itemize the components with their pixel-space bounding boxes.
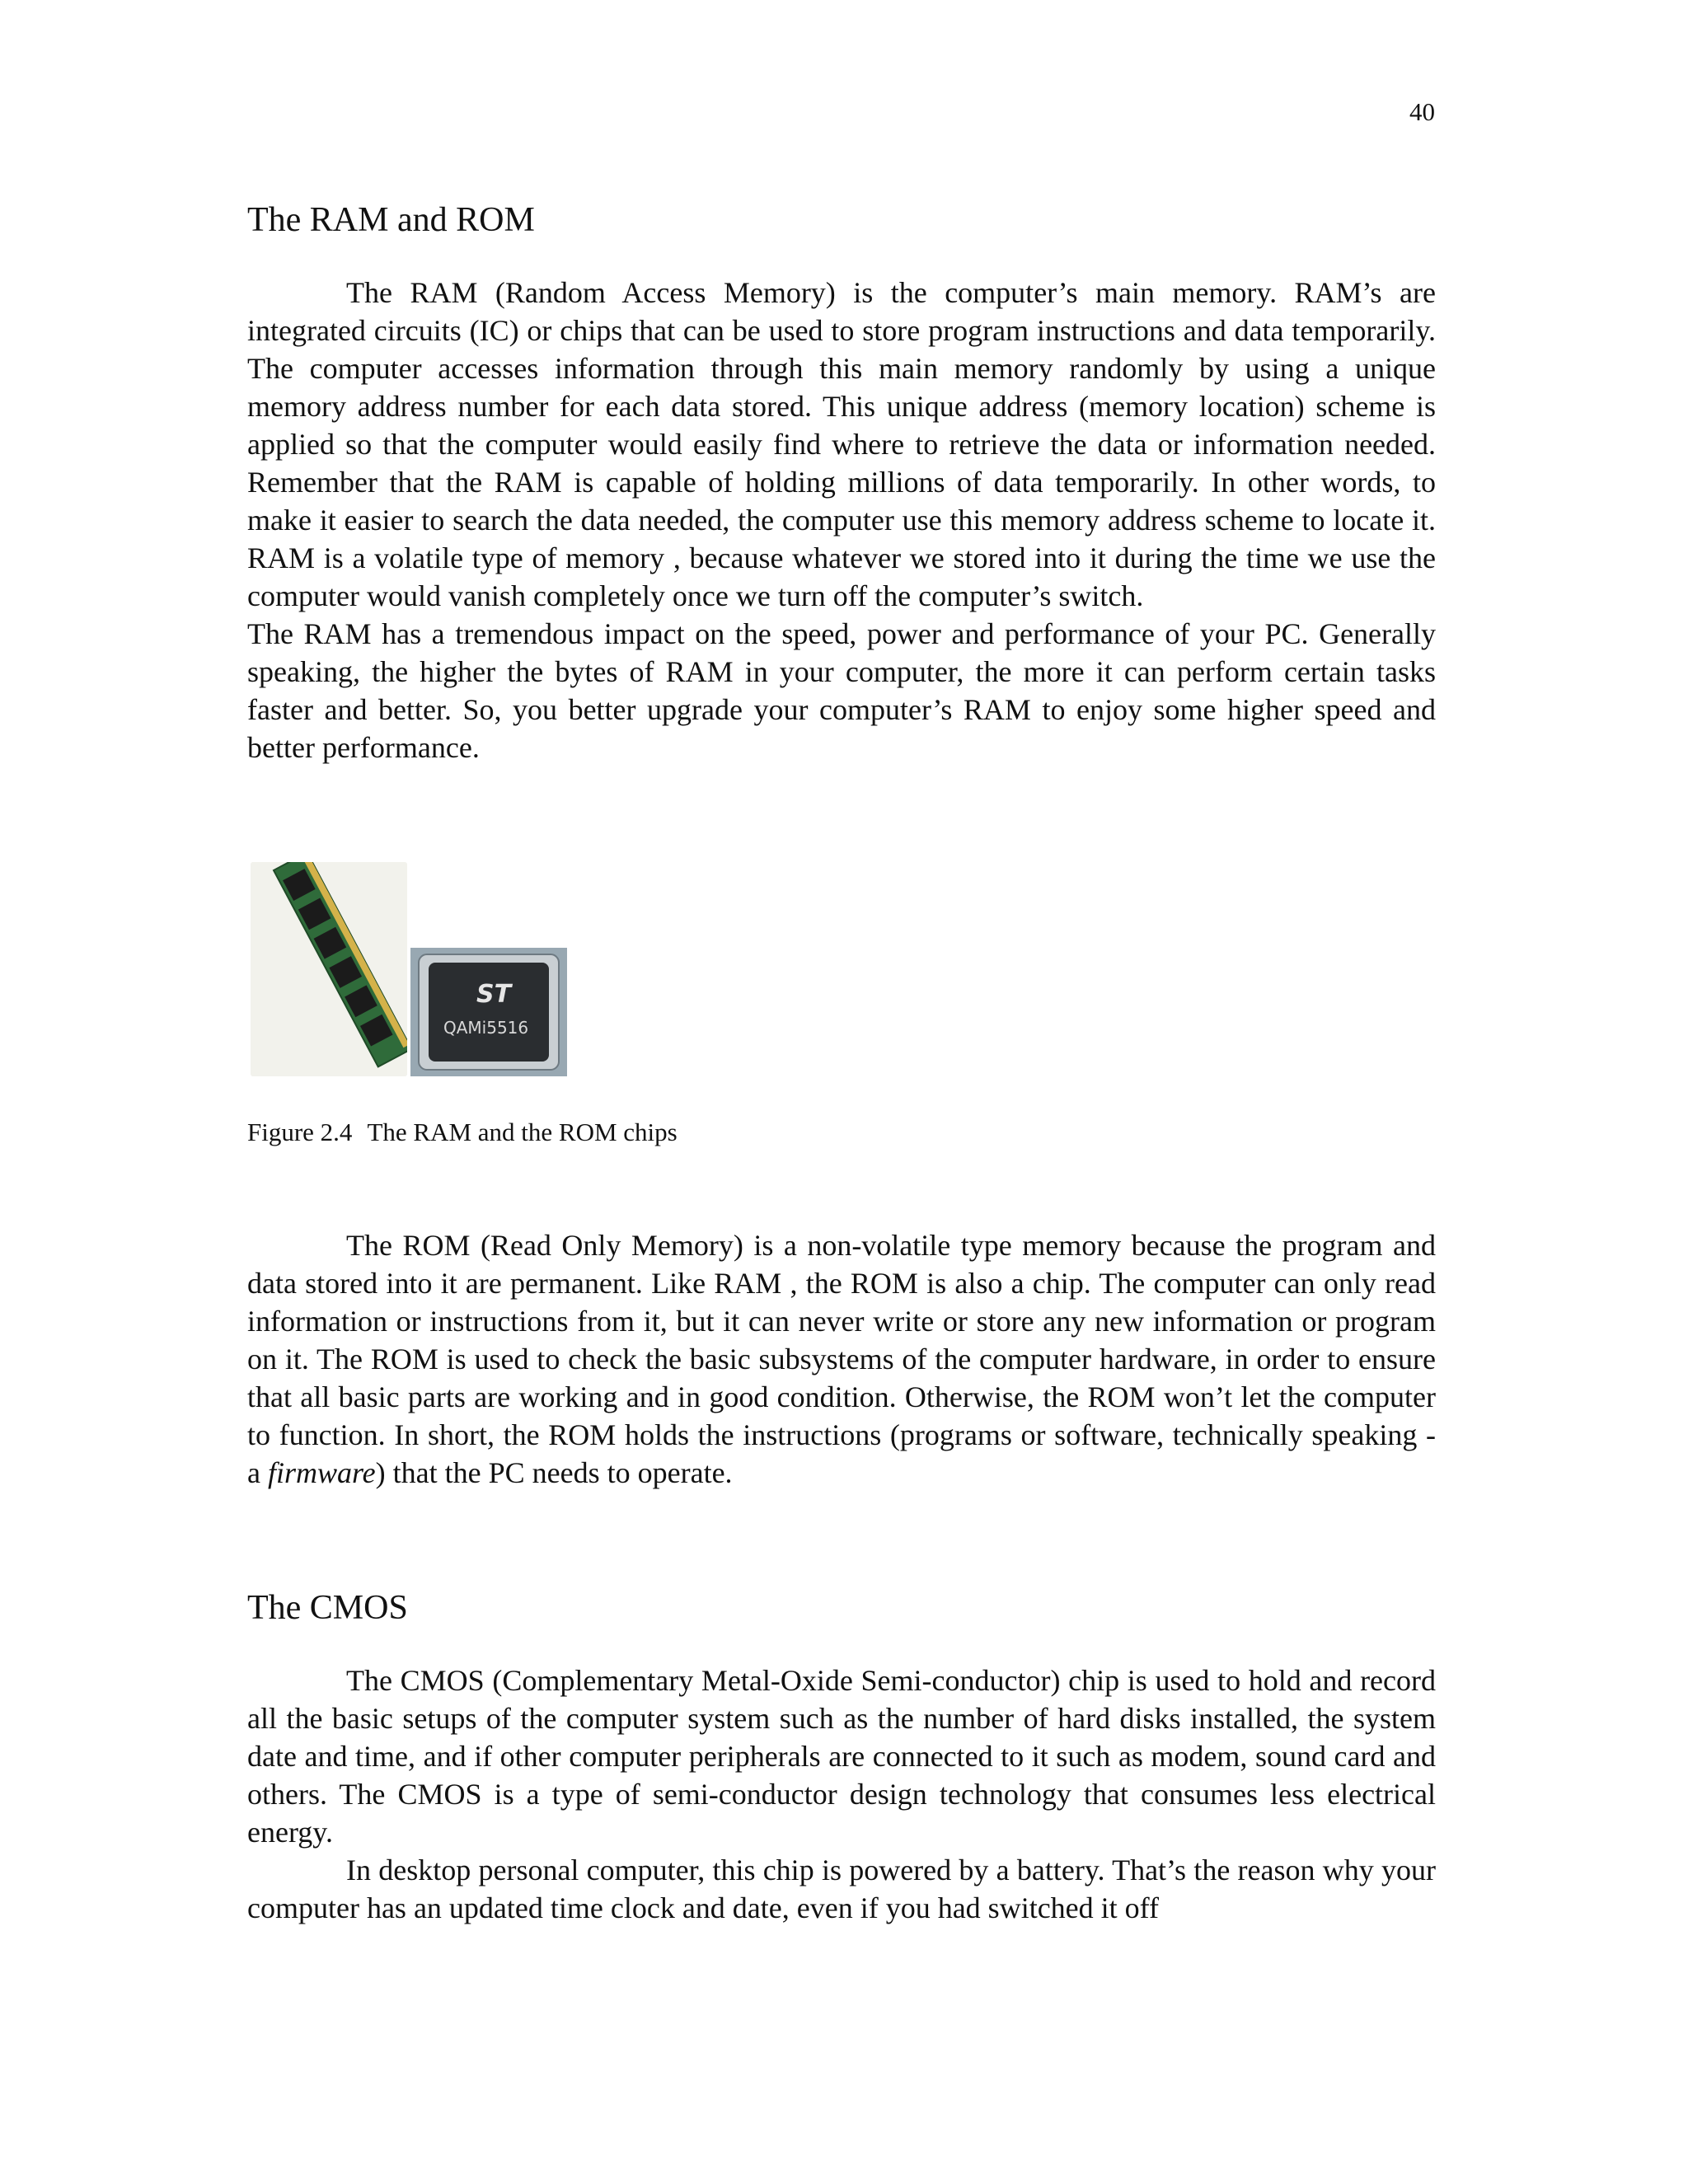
page-number: 40 bbox=[1409, 97, 1435, 126]
rom-chip-illustration bbox=[410, 948, 567, 1076]
chip-marking-text: QAMi5516 bbox=[443, 1018, 529, 1038]
section-heading-ram-rom: The RAM and ROM bbox=[247, 201, 535, 239]
rom-paragraph-text: The ROM (Read Only Memory) is a non-volatile type memory because the program and data stored into it are permanent. Like RAM , the ROM is also a chip. The computer can only read information or instructions from it, but it can never write or store any new information or program on it. The ROM is used to check the basic subsystems of the computer hardware, in order to ensure that all basic parts are working and in good condition. Otherwise, the ROM won’t let the computer to function. In short, the ROM holds the instructions (programs or software, technically speaking - a bbox=[247, 1229, 1436, 1489]
rom-chip-image bbox=[410, 948, 567, 1076]
rom-paragraph bbox=[247, 1226, 1436, 1492]
figure-ram-rom-chips bbox=[247, 862, 1436, 1085]
cmos-paragraph-1: The CMOS (Complementary Metal-Oxide Semi-conductor) chip is used to hold and record all the basic setups of the computer system such as the number of hard disks installed, the system date and time, and if other computer peripherals are connected to it such as modem, sound card and others. The CMOS is a type of semi-conductor design technology that consumes less electrical energy. bbox=[247, 1664, 1436, 1849]
figure-caption-text: The RAM and the ROM chips bbox=[367, 1118, 678, 1146]
ram-module-image bbox=[251, 862, 407, 1076]
figure-caption bbox=[247, 1116, 1436, 1149]
chip-logo-text: ST bbox=[476, 980, 512, 1009]
section-heading-cmos: The CMOS bbox=[247, 1589, 408, 1627]
page-content bbox=[247, 198, 1436, 1927]
ram-paragraph-2: The RAM has a tremendous impact on the speed, power and performance of your PC. Generally speaking, the higher the bytes of RAM in your computer, the more it can perform certain tasks faster and better. So, you better upgrade your computer’s RAM to enjoy some higher speed and better performance. bbox=[247, 617, 1436, 764]
figure-label: Figure 2.4 bbox=[247, 1118, 353, 1146]
ram-module-illustration bbox=[251, 862, 407, 1076]
rom-paragraph-italic: firmware bbox=[267, 1456, 376, 1489]
cmos-paragraph-2: In desktop personal computer, this chip is powered by a battery. That’s the reason why your computer has an updated time clock and date, even if you had switched it off bbox=[247, 1854, 1436, 1924]
ram-paragraph-1: The RAM (Random Access Memory) is the computer’s main memory. RAM’s are integrated circuits (IC) or chips that can be used to store program instructions and data temporarily. The computer accesses information through this main memory randomly by using a unique memory address number for each data stored. This unique address (memory location) scheme is applied so that the computer would easily find where to retrieve the data or information needed. Remember that the RAM is capable of holding millions of data temporarily. In other words, to make it easier to search the data needed, the computer use this memory address scheme to locate it. RAM is a volatile type of memory , because whatever we stored into it during the time we use the computer would vanish completely once we turn off the computer’s switch. bbox=[247, 276, 1436, 612]
rom-paragraph-end: ) that the PC needs to operate. bbox=[375, 1456, 733, 1489]
